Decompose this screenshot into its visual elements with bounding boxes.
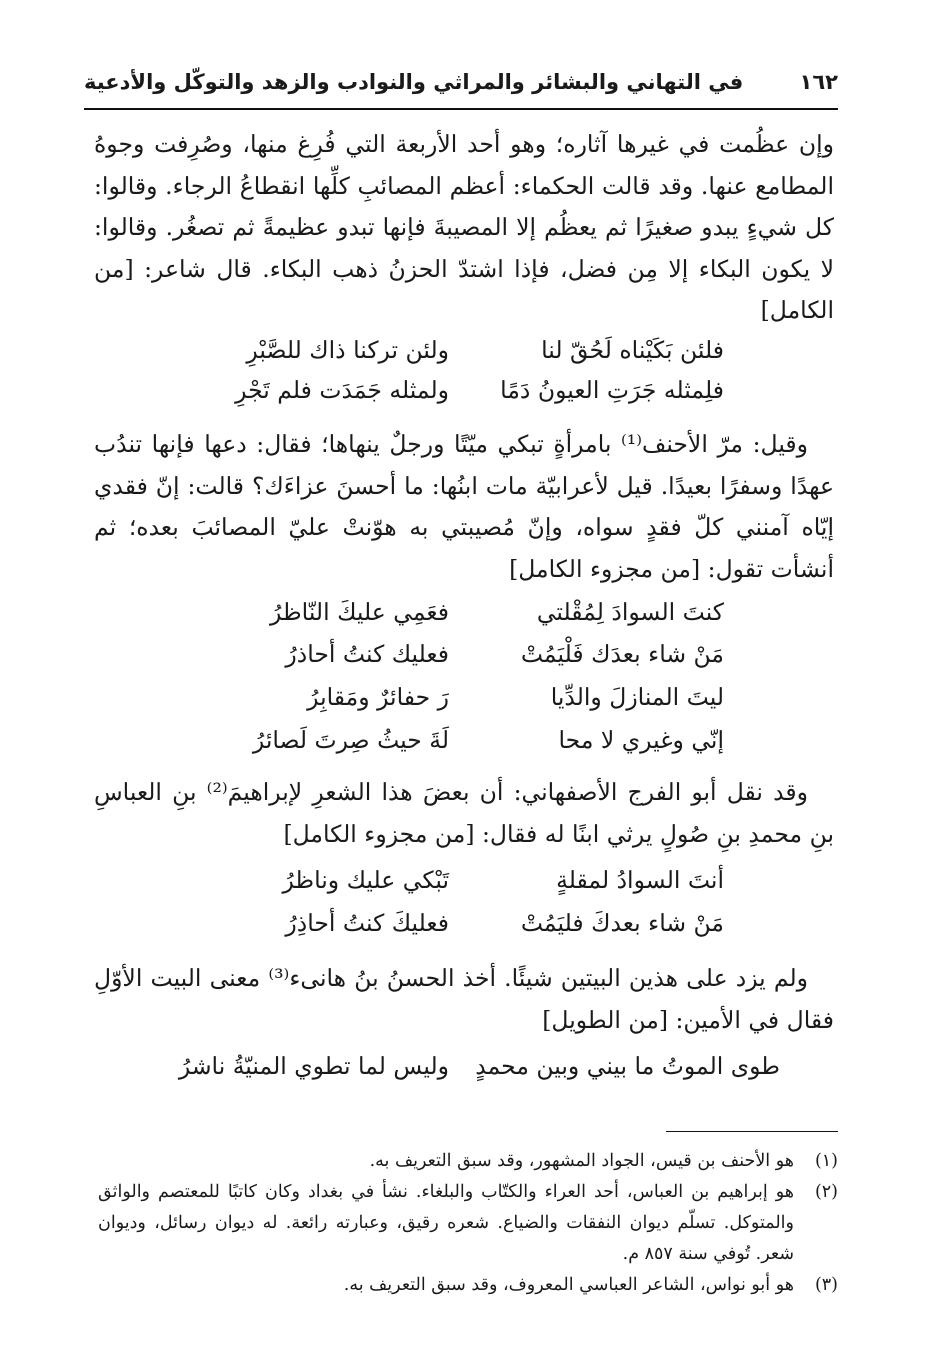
footnote-divider: [666, 1131, 838, 1132]
verse-first-hemistich: أنتَ السوادُ لمقلةٍ: [556, 866, 724, 894]
paragraph-2: [94, 424, 834, 590]
verse-second-hemistich: تَبْكي عليك وناظرُ: [282, 866, 449, 894]
footnotes: [98, 1146, 838, 1301]
poem2-verse-1: [0, 598, 944, 638]
running-header: [84, 62, 838, 102]
verse-second-hemistich: ولمثله جَمَدَت فلم تَجْرِ: [235, 376, 449, 404]
verse-first-hemistich: مَنْ شاء بعدَك فَلْيَمُتْ: [520, 640, 724, 668]
footnote-1: [98, 1146, 838, 1177]
verse-first-hemistich: طوى الموتُ ما بيني وبين محمدٍ: [475, 1052, 780, 1080]
paragraph-4-text: ولم يزد على هذين البيتين شيئًا. أخذ الحسنُ بنُ هانىء⁽³⁾ معنى البيت الأوّلِ فقال في الأمين: [من الطويل]: [94, 964, 834, 1034]
verse-first-hemistich: فلئن بَكَيْناه لَحُقّ لنا: [541, 336, 724, 364]
poem3-verse-2: [0, 909, 944, 949]
poem1-verse-1: [0, 336, 944, 376]
poem4-verse-1: [0, 1052, 944, 1092]
verse-second-hemistich: فعليك كنتُ أحاذرُ: [285, 640, 449, 668]
footnote-3: [98, 1270, 838, 1301]
header-divider: [84, 108, 838, 110]
footnote-2: [98, 1177, 838, 1270]
footnote-text: هو إبراهيم بن العباس، أحد العراء والكتّاب والبلغاء. نشأ في بغداد وكان كاتبًا للمعتصم والواثق والمتوكل. تسلّم ديوان النفقات والضياع. شعره رقيق، وعبارته رائعة. له ديوان رسائل، وديوان شعر. تُوفي سنة ٨٥٧ م.: [98, 1182, 794, 1264]
footnote-number: (٣): [814, 1275, 838, 1295]
poem2-verse-3: [0, 683, 944, 723]
poem2-verse-4: [0, 726, 944, 766]
verse-second-hemistich: رَ حفائرٌ ومَقابِرُ: [307, 683, 449, 711]
paragraph-3-text: وقد نقل أبو الفرج الأصفهاني: أن بعضَ هذا الشعرِ لإبراهيمَ⁽²⁾ بنِ العباسِ بنِ محمدِ بنِ صُولٍ يرثي ابنًا له فقال: [من مجزوء الكامل]: [94, 778, 834, 848]
verse-first-hemistich: مَنْ شاء بعدكَ فليَمُتْ: [520, 909, 724, 937]
paragraph-4: [94, 958, 834, 1041]
footnote-number: (٢): [814, 1182, 838, 1202]
verse-second-hemistich: لَةَ حيثُ صِرتَ لَصائرُ: [252, 726, 449, 754]
footnote-text: هو الأحنف بن قيس، الجواد المشهور، وقد سبق التعريف به.: [369, 1151, 794, 1171]
poem3-verse-1: [0, 866, 944, 906]
footnote-number: (١): [814, 1151, 838, 1171]
verse-first-hemistich: إنّي وغيري لا محا: [558, 726, 724, 754]
verse-first-hemistich: كنتَ السوادَ لِمُقْلتي: [536, 598, 724, 626]
footnote-text: هو أبو نواس، الشاعر العباسي المعروف، وقد سبق التعريف به.: [343, 1275, 794, 1295]
paragraph-3: [94, 772, 834, 855]
running-title: في التهاني والبشائر والمراثي والنوادب والزهد والتوكّل والأدعية: [84, 70, 744, 94]
verse-first-hemistich: ليتَ المنازلَ والدِّيا: [550, 683, 724, 711]
poem2-verse-2: [0, 640, 944, 680]
poem1-verse-2: [0, 376, 944, 416]
verse-second-hemistich: فعليكَ كنتُ أحاذِرُ: [285, 909, 449, 937]
verse-second-hemistich: وليس لما تطوي المنيّةُ ناشرُ: [178, 1052, 449, 1080]
verse-second-hemistich: فعَمِي عليكَ النّاظرُ: [270, 598, 449, 626]
paragraph-2-text: وقيل: مرّ الأحنف⁽¹⁾ بامرأةٍ تبكي ميّتًا ورجلٌ ينهاها؛ فقال: دعها فإنها تندُب عهدًا وسفرًا بعيدًا. قيل لأعرابيّة مات ابنُها: ما أحسنَ عزاءَك؟ قالت: إنّ فقدي إيّاه آمنني كلّ فقدٍ سواه، وإنّ مُصيبتي به هوّنتْ عليّ المصائبَ بعده؛ ثم أنشأت تقول: [من مجزوء الكامل]: [94, 430, 834, 583]
paragraph-1: [94, 124, 834, 332]
verse-first-hemistich: فلِمثله جَرَتِ العيونُ دَمًا: [500, 376, 724, 404]
paragraph-1-text: وإن عظُمت في غيرها آثاره؛ وهو أحد الأربعة التي فُرِغ منها، وصُرِفت وجوهُ المطامع عنها. وقد قالت الحكماء: أعظم المصائبِ كلِّها انقطاعُ الرجاء. وقالوا: كل شيءٍ يبدو صغيرًا ثم يعظُم إلا المصيبةَ فإنها تبدو عظيمةً ثم تصغُر. وقالوا: لا يكون البكاء إلا مِن فضل، فإذا اشتدّ الحزنُ ذهب البكاء. قال شاعر: [من الكامل]: [94, 130, 834, 324]
page-number: ١٦٢: [799, 70, 838, 94]
verse-second-hemistich: ولئن تركنا ذاك للصَّبْرِ: [246, 336, 449, 364]
